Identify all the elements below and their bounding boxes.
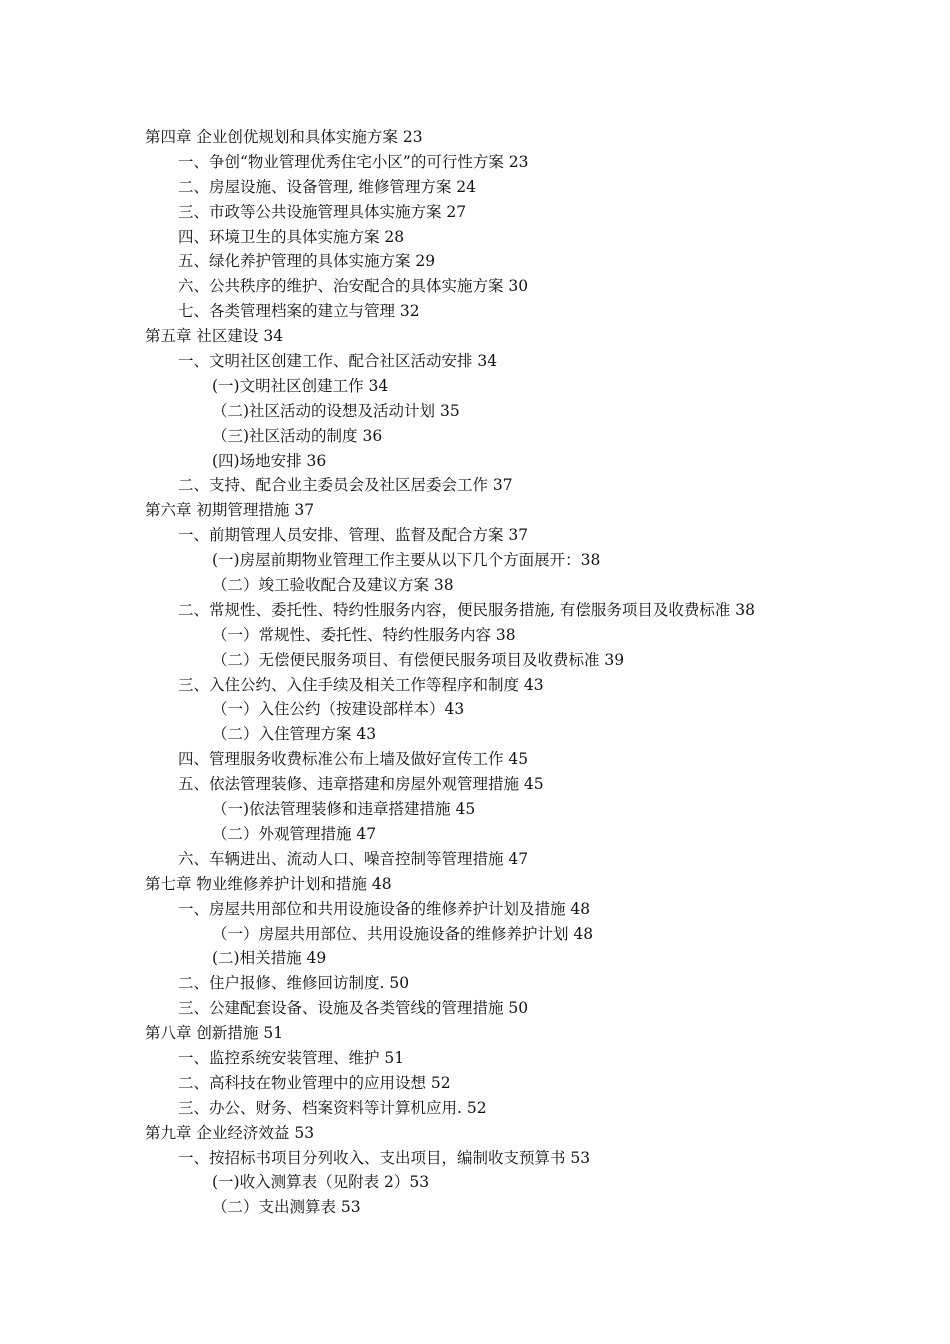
toc-subsection-entry: [0, 374, 950, 399]
toc-entry-text: 七、各类管理档案的建立与管理 32: [178, 302, 420, 321]
toc-entry-text: 二、支持、配合业主委员会及社区居委会工作 37: [178, 476, 513, 495]
toc-entry-text: 第七章 物业维修养护计划和措施 48: [145, 874, 392, 893]
toc-section-entry: [0, 1146, 950, 1171]
toc-entry-text: 二、房屋设施、设备管理, 维修管理方案 24: [178, 177, 477, 196]
toc-section-entry: [0, 772, 950, 797]
toc-entry-text: （二）外观管理措施 47: [212, 824, 377, 843]
toc-section-entry: [0, 249, 950, 274]
toc-entry-text: (一)文明社区创建工作 34: [212, 376, 389, 395]
toc-entry-text: 第四章 企业创优规划和具体实施方案 23: [145, 128, 423, 146]
toc-section-entry: [0, 473, 950, 498]
toc-section-entry: [0, 299, 950, 324]
toc-chapter-entry: [0, 1021, 950, 1046]
toc-subsection-entry: [0, 946, 950, 971]
toc-entry-text: 一、前期管理人员安排、管理、监督及配合方案 37: [178, 526, 529, 545]
toc-entry-text: 三、办公、财务、档案资料等计算机应用. 52: [178, 1098, 487, 1117]
table-of-contents: [0, 125, 950, 1220]
toc-entry-text: 六、公共秩序的维护、治安配合的具体实施方案 30: [178, 277, 529, 296]
toc-entry-text: 第五章 社区建设 34: [145, 327, 284, 346]
toc-entry-text: 四、环境卫生的具体实施方案 28: [178, 227, 405, 246]
toc-subsection-entry: [0, 722, 950, 747]
toc-entry-text: 一、按招标书项目分列收入、支出项目，编制收支预算书 53: [178, 1148, 591, 1167]
toc-entry-text: （二）无偿便民服务项目、有偿便民服务项目及收费标准 39: [212, 650, 625, 669]
toc-entry-text: 四、管理服务收费标准公布上墙及做好宣传工作 45: [178, 750, 529, 769]
toc-entry-text: 六、车辆进出、流动人口、噪音控制等管理措施 47: [178, 849, 529, 868]
toc-section-entry: [0, 349, 950, 374]
toc-section-entry: [0, 1096, 950, 1121]
toc-entry-text: (四)场地安排 36: [212, 451, 327, 470]
toc-entry-text: 第九章 企业经济效益 53: [145, 1123, 315, 1142]
toc-entry-text: 一、房屋共用部位和共用设施设备的维修养护计划及措施 48: [178, 899, 591, 918]
toc-section-entry: [0, 1046, 950, 1071]
toc-section-entry: [0, 747, 950, 772]
toc-subsection-entry: [0, 922, 950, 947]
toc-subsection-entry: [0, 697, 950, 722]
toc-entry-text: 二、常规性、委托性、特约性服务内容，便民服务措施, 有偿服务项目及收费标准 38: [178, 600, 756, 619]
toc-chapter-entry: [0, 1121, 950, 1146]
toc-entry-text: （一）房屋共用部位、共用设施设备的维修养护计划 48: [212, 924, 594, 943]
toc-section-entry: [0, 847, 950, 872]
toc-entry-text: （二）支出测算表 53: [212, 1198, 361, 1217]
toc-subsection-entry: [0, 1195, 950, 1220]
toc-entry-text: （二)社区活动的设想及活动计划 35: [212, 401, 460, 420]
toc-section-entry: [0, 200, 950, 225]
toc-section-entry: [0, 150, 950, 175]
toc-section-entry: [0, 897, 950, 922]
toc-entry-text: 一、监控系统安装管理、维护 51: [178, 1048, 405, 1067]
toc-entry-text: (一)收入测算表（见附表 2）53: [212, 1173, 430, 1192]
toc-section-entry: [0, 225, 950, 250]
toc-section-entry: [0, 274, 950, 299]
toc-section-entry: [0, 971, 950, 996]
toc-subsection-entry: [0, 548, 950, 573]
toc-entry-text: 一、文明社区创建工作、配合社区活动安排 34: [178, 352, 498, 371]
toc-entry-text: （二）竣工验收配合及建议方案 38: [212, 576, 454, 595]
toc-entry-text: （一)依法管理装修和违章搭建措施 45: [212, 800, 476, 819]
toc-subsection-entry: [0, 449, 950, 474]
toc-entry-text: （一）常规性、委托性、特约性服务内容 38: [212, 625, 516, 644]
toc-chapter-entry: [0, 324, 950, 349]
toc-entry-text: (二)相关措施 49: [212, 949, 327, 968]
toc-subsection-entry: [0, 399, 950, 424]
toc-subsection-entry: [0, 1170, 950, 1195]
toc-section-entry: [0, 673, 950, 698]
toc-entry-text: 五、绿化养护管理的具体实施方案 29: [178, 252, 436, 271]
toc-subsection-entry: [0, 623, 950, 648]
toc-entry-text: 三、市政等公共设施管理具体实施方案 27: [178, 202, 467, 221]
toc-chapter-entry: [0, 498, 950, 523]
toc-entry-text: 三、入住公约、入住手续及相关工作等程序和制度 43: [178, 675, 544, 694]
toc-entry-text: 二、高科技在物业管理中的应用设想 52: [178, 1073, 451, 1092]
toc-entry-text: 一、争创“物业管理优秀住宅小区”的可行性方案 23: [178, 152, 529, 171]
toc-entry-text: （二）入住管理方案 43: [212, 725, 377, 744]
toc-entry-text: （三)社区活动的制度 36: [212, 426, 383, 445]
toc-entry-text: （一）入住公约（按建设部样本）43: [212, 700, 465, 719]
toc-entry-text: 第八章 创新措施 51: [145, 1024, 284, 1043]
toc-subsection-entry: [0, 797, 950, 822]
toc-entry-text: (一)房屋前期物业管理工作主要从以下几个方面展开：38: [212, 551, 601, 570]
toc-entry-text: 二、住户报修、维修回访制度. 50: [178, 974, 410, 993]
toc-entry-text: 三、公建配套设备、设施及各类管线的管理措施 50: [178, 999, 529, 1018]
toc-subsection-entry: [0, 822, 950, 847]
toc-entry-text: 五、依法管理装修、违章搭建和房屋外观管理措施 45: [178, 775, 544, 794]
toc-section-entry: [0, 1071, 950, 1096]
toc-section-entry: [0, 523, 950, 548]
toc-subsection-entry: [0, 573, 950, 598]
toc-section-entry: [0, 996, 950, 1021]
toc-chapter-entry: [0, 125, 950, 150]
toc-section-entry: [0, 175, 950, 200]
toc-chapter-entry: [0, 872, 950, 897]
toc-entry-text: 第六章 初期管理措施 37: [145, 501, 315, 520]
toc-section-entry: [0, 598, 950, 623]
toc-subsection-entry: [0, 424, 950, 449]
toc-subsection-entry: [0, 648, 950, 673]
